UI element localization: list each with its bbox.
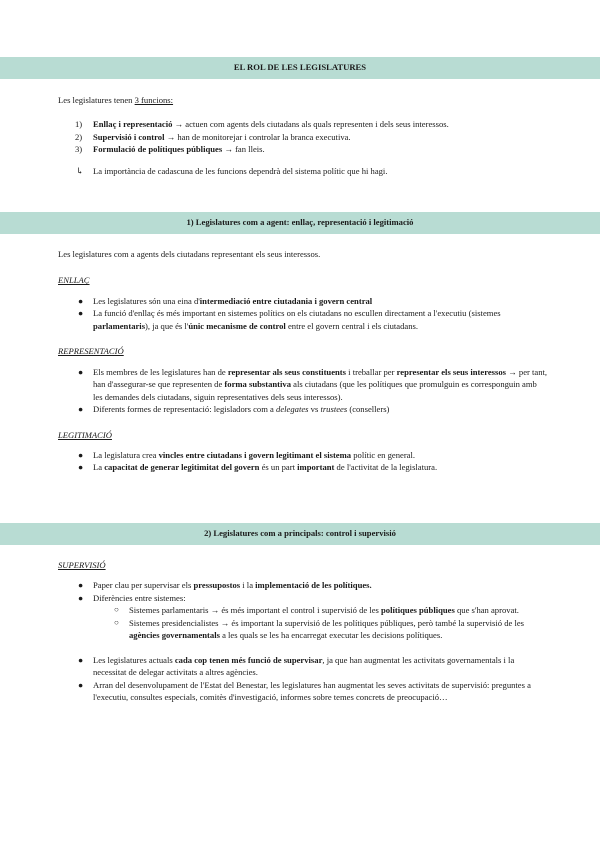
list-item: 3) Formulació de polítiques públiques → fan lleis.	[75, 144, 265, 155]
bullet-icon: ●	[78, 654, 84, 665]
list-item: ● Arran del desenvolupament de l'Estat del Benestar, les legislatures han augmentat les seves activitats de supervisió: preguntes a l'executiu, consultes especials, comitès d'investigació, informes sobre temes concrets de preocupació…	[78, 679, 531, 703]
list-item: ○ Sistemes parlamentaris → és més important el control i supervisió de les polítiques públiques que s'han aprovat.	[114, 605, 519, 616]
list-item: ○ Sistemes presidencialistes → és important la supervisió de les polítiques públiques, però també la supervisió de les agències governamentals a les quals se les ha encarregat executar les decisions polítiques.	[114, 617, 524, 641]
list-item: ● Els membres de les legislatures han de representar als seus constituents i treballar per representar els seus interessos → per tant, han d'assegurar-se que representen de forma substantiva als ciutadans (que les polítiques que promulguin es corresponguin amb les demandes dels ciutadans, siguin representatives dels seus interessos).	[78, 366, 548, 402]
section1-body	[58, 248, 548, 474]
section1-intro: Les legislatures com a agents dels ciutadans representant els seus interessos.	[58, 249, 321, 259]
representacio-heading: REPRESENTACIÓ	[58, 346, 124, 357]
systems-sublist	[58, 604, 548, 641]
supervisio-list	[58, 579, 548, 604]
bullet-icon: ●	[78, 295, 84, 306]
bullet-icon: ●	[78, 366, 84, 377]
page-title: EL ROL DE LES LEGISLATURES	[233, 62, 367, 72]
list-item: ● La legislatura crea vincles entre ciutadans i govern legitimant el sistema polític en general.	[78, 449, 416, 460]
functions-list	[58, 118, 548, 155]
bullet-icon: ●	[78, 449, 84, 460]
bullet-icon: ●	[78, 592, 84, 603]
return-arrow-icon: ↳	[76, 165, 84, 176]
enllac-heading: ENLLAÇ	[58, 275, 90, 286]
section2-header: 2) Legislatures com a principals: control i supervisió	[204, 528, 396, 538]
bullet-icon: ●	[78, 308, 84, 319]
circle-bullet-icon: ○	[114, 605, 119, 615]
legitimacio-list	[58, 449, 548, 474]
title-band	[0, 57, 600, 79]
bullet-icon: ●	[78, 404, 84, 415]
intro-section	[58, 94, 548, 177]
supervisio-heading: SUPERVISIÓ	[58, 560, 106, 570]
section2-band	[0, 523, 600, 545]
list-item: ● Les legislatures són una eina d'intermediació entre ciutadania i govern central	[78, 295, 373, 306]
importance-note: ↳ La importància de cadascuna de les funcions dependrà del sistema polític que hi hagi.	[58, 165, 548, 177]
supervisio-list-2	[58, 654, 548, 704]
bullet-icon: ●	[78, 462, 84, 473]
representacio-list	[58, 366, 548, 416]
section1-header: 1) Legislatures com a agent: enllaç, representació i legitimació	[186, 217, 414, 227]
list-item: ● La funció d'enllaç és més important en sistemes polítics on els ciutadans no escullen directament a l'executiu (sistemes parlamentaris), ja que és l'únic mecanisme de control entre el govern central i els ciutadans.	[78, 308, 501, 331]
list-item: 2) Supervisió i control → han de monitorejar i controlar la branca executiva.	[75, 131, 351, 142]
list-item: ● Les legislatures actuals cada cop tenen més funció de supervisar, ja que han augmentat les activitats governamentals i la necessitat de delegar activitats a altres agències.	[78, 654, 515, 678]
section2-body	[58, 559, 548, 704]
list-item: ● La capacitat de generar legitimitat del govern és un part important de l'activitat de la legislatura.	[78, 462, 438, 473]
bullet-icon: ●	[78, 679, 84, 690]
list-item: 1) Enllaç i representació → actuen com agents dels ciutadans als quals representen i dels seus interessos.	[75, 119, 449, 130]
circle-bullet-icon: ○	[114, 617, 119, 627]
bullet-icon: ●	[78, 580, 84, 591]
list-item: ● Diferències entre sistemes:	[78, 592, 186, 603]
intro-lead: Les legislatures tenen 3 funcions:	[58, 95, 174, 105]
enllac-list	[58, 295, 548, 332]
legitimacio-heading: LEGITIMACIÓ	[58, 429, 112, 440]
list-item: ● Diferents formes de representació: legisladors com a delegates vs trustees (consellers)	[78, 404, 390, 415]
section1-band	[0, 212, 600, 234]
list-item: ● Paper clau per supervisar els pressupostos i la implementació de les polítiques.	[78, 580, 372, 591]
